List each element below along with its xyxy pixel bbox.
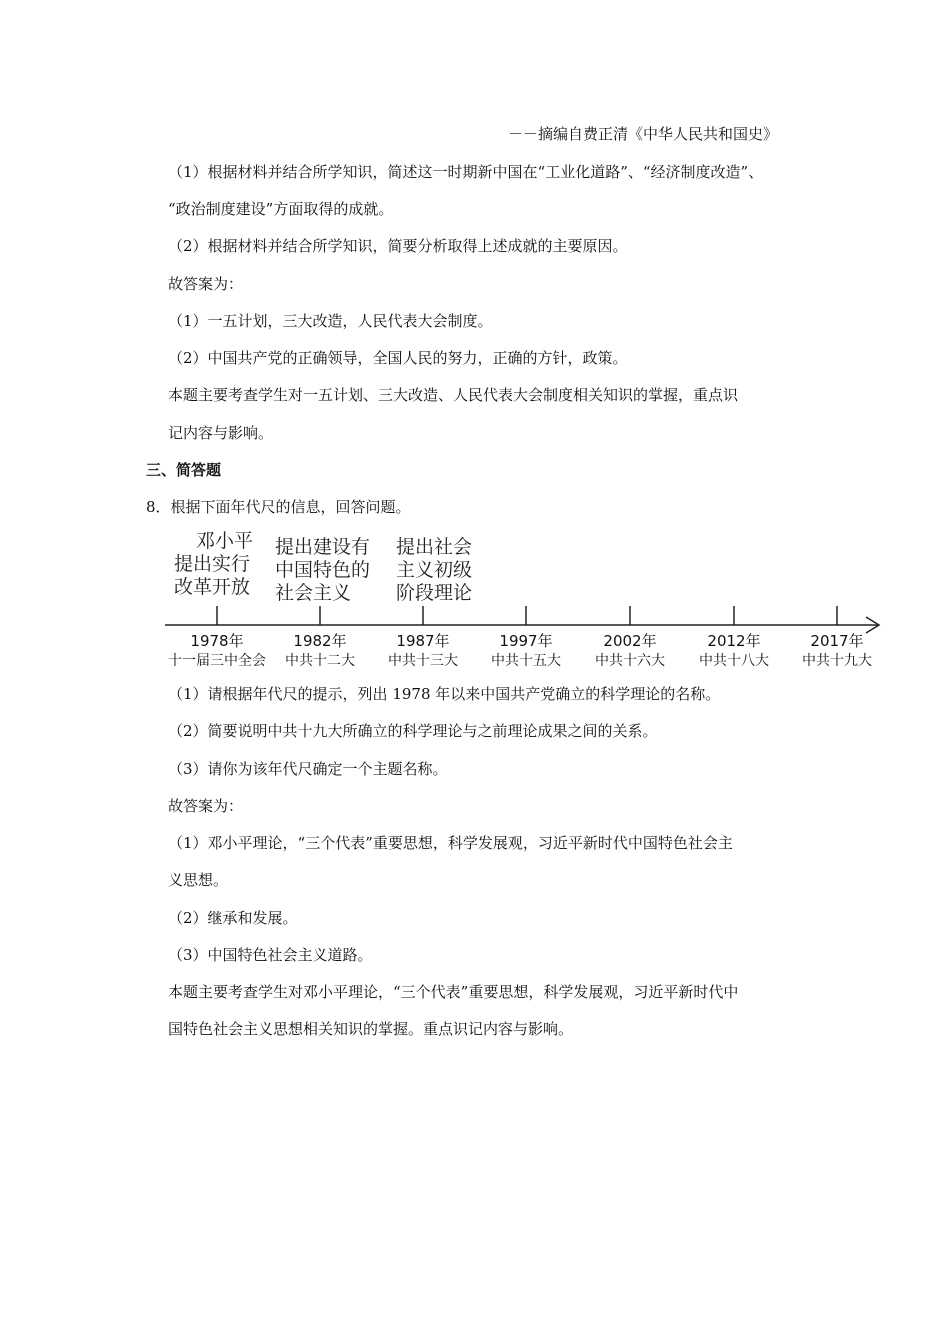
timeline-event-1987: 中共十三大 (388, 653, 458, 669)
timeline-event-1997: 中共十五大 (491, 653, 561, 669)
timeline-year-1997: 1997年 (499, 632, 553, 650)
q7-note-line1: 本题主要考查学生对一五计划、三大改造、人民代表大会制度相关知识的掌握，重点识 (168, 386, 739, 404)
timeline-event-1982: 中共十二大 (285, 653, 355, 669)
timeline-figure (160, 528, 890, 673)
q7-answer-label: 故答案为： (168, 275, 244, 293)
q8-answer-label: 故答案为： (168, 797, 244, 815)
timeline-event-2017: 中共十九大 (802, 653, 872, 669)
timeline-label-3-line1: 提出社会 (396, 536, 473, 558)
timeline-year-1978: 1978年 (190, 632, 244, 650)
q8-answer-2: （2）继承和发展。 (168, 909, 298, 927)
source-citation: －－摘编自费正清《中华人民共和国史》 (508, 125, 779, 143)
q8-sub2: （2）简要说明中共十九大所确立的科学理论与之前理论成果之间的关系。 (168, 722, 658, 740)
q7-sub2: （2）根据材料并结合所学知识，简要分析取得上述成就的主要原因。 (168, 237, 628, 255)
timeline-year-2012: 2012年 (707, 632, 761, 650)
timeline-label-3-line3: 阶段理论 (396, 582, 473, 604)
q7-note-line2: 记内容与影响。 (168, 424, 274, 442)
timeline-label-3-line2: 主义初级 (396, 559, 473, 581)
timeline-label-2-line2: 中国特色的 (275, 559, 371, 581)
timeline-year-1982: 1982年 (293, 632, 347, 650)
q7-sub1-line1: （1）根据材料并结合所学知识，简述这一时期新中国在“工业化道路”、“经济制度改造”、 (168, 163, 764, 181)
q8-sub3: （3）请你为该年代尺确定一个主题名称。 (168, 760, 448, 778)
timeline-label-2-line3: 社会主义 (275, 582, 352, 604)
timeline-event-2002: 中共十六大 (595, 653, 665, 669)
timeline-year-1987: 1987年 (396, 632, 450, 650)
q8-note-line2: 国特色社会主义思想相关知识的掌握。重点识记内容与影响。 (168, 1020, 574, 1038)
q8-answer-1-line1: （1）邓小平理论，“三个代表”重要思想，科学发展观，习近平新时代中国特色社会主 (168, 834, 733, 852)
q8-answer-3: （3）中国特色社会主义道路。 (168, 946, 373, 964)
q8-note-line1: 本题主要考查学生对邓小平理论，“三个代表”重要思想，科学发展观，习近平新时代中 (168, 983, 739, 1001)
q8-sub1: （1）请根据年代尺的提示，列出 1978 年以来中国共产党确立的科学理论的名称。 (168, 685, 721, 703)
section-heading: 三、简答题 (146, 461, 222, 479)
q7-answer-2: （2）中国共产党的正确领导，全国人民的努力，正确的方针，政策。 (168, 349, 628, 367)
timeline-label-2-line1: 提出建设有 (275, 536, 371, 558)
timeline-label-1-line1: 邓小平 (196, 530, 254, 552)
q8-stem: 8．根据下面年代尺的信息，回答问题。 (146, 498, 411, 516)
q8-answer-1-line2: 义思想。 (168, 871, 229, 889)
q7-sub1-line2: “政治制度建设”方面取得的成就。 (168, 200, 394, 218)
timeline-event-1978: 十一届三中全会 (168, 653, 266, 669)
timeline-year-2017: 2017年 (810, 632, 864, 650)
timeline-year-2002: 2002年 (603, 632, 657, 650)
timeline-label-1-line2: 提出实行 (174, 553, 251, 575)
q7-answer-1: （1）一五计划，三大改造，人民代表大会制度。 (168, 312, 493, 330)
timeline-event-2012: 中共十八大 (699, 653, 769, 669)
timeline-label-1-line3: 改革开放 (174, 576, 251, 598)
